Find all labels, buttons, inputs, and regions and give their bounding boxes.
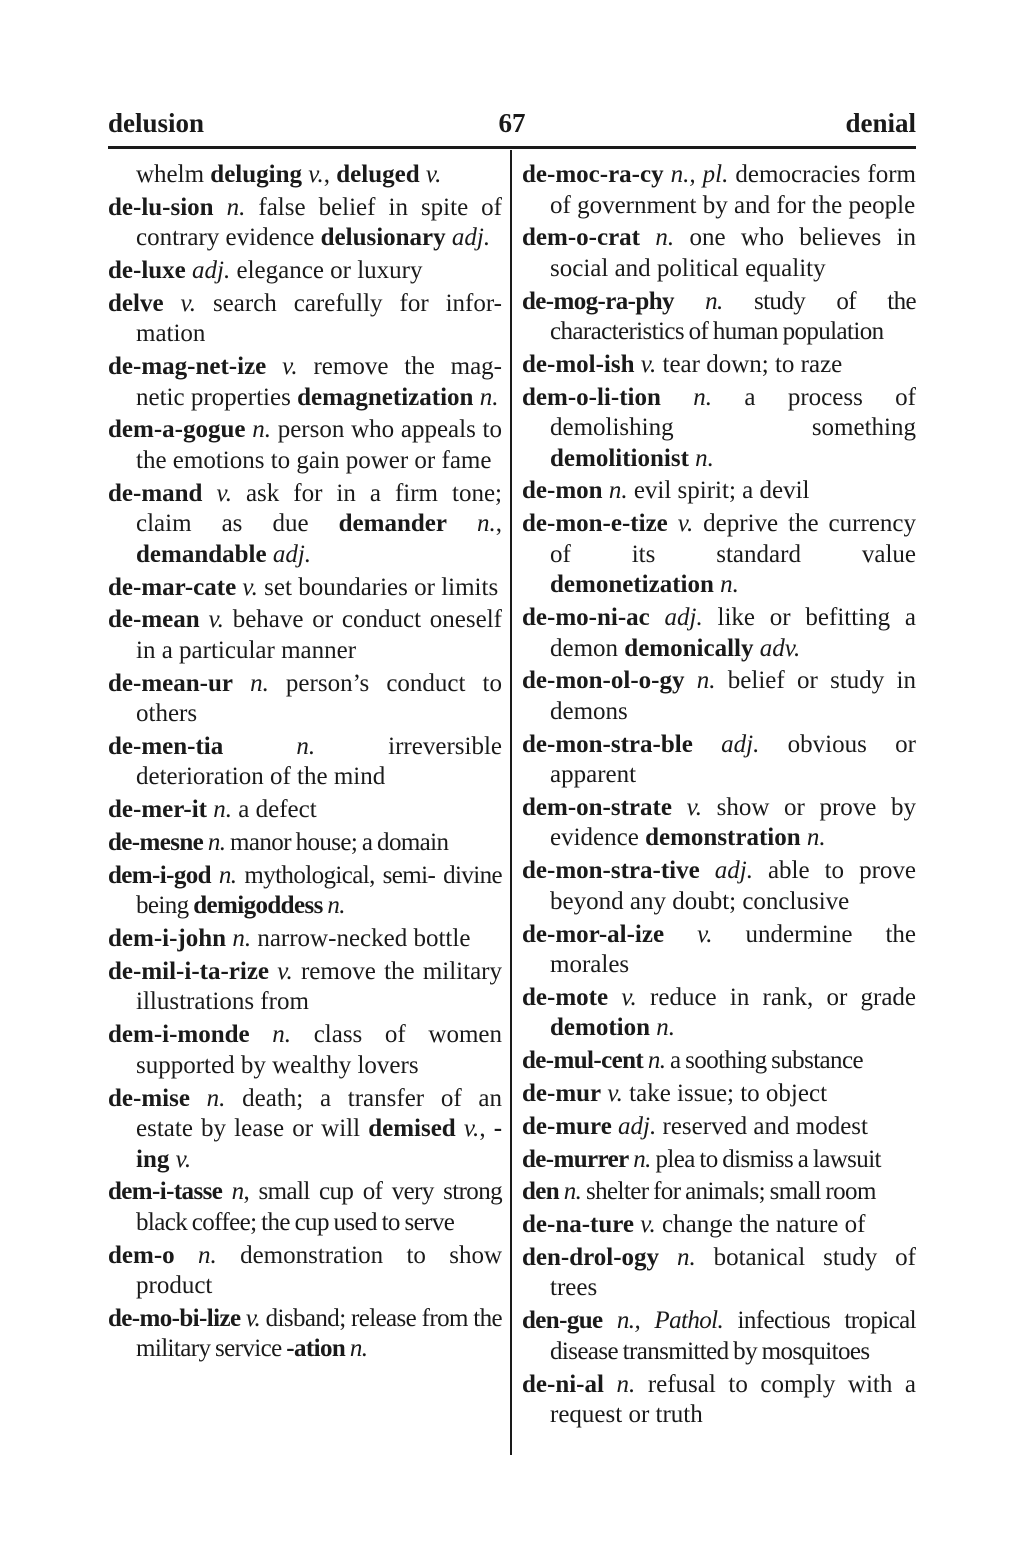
dictionary-entry [108, 605, 502, 666]
definition-text: , [323, 161, 337, 188]
dictionary-entry [522, 793, 916, 854]
headword: de-na-ture [522, 1211, 635, 1239]
part-of-speech: v. [245, 1304, 261, 1332]
dictionary-entry [108, 1304, 502, 1365]
definition-text: class of women supported by wealthy lovers [136, 1021, 502, 1079]
dictionary-entry [522, 476, 916, 507]
headword: de-mon-e-tize [522, 510, 668, 538]
derived-form: -ing [136, 1115, 503, 1173]
part-of-speech: n. [226, 193, 246, 221]
definition-text [250, 1021, 273, 1048]
part-of-speech: adj. [192, 257, 231, 285]
derived-form: demonetization [550, 571, 714, 599]
definition-text: death; a transfer of an estate by lease or will [136, 1084, 502, 1143]
part-of-speech: v. [208, 606, 224, 634]
headword: de-ni-al [522, 1370, 604, 1398]
headword: de-mure [522, 1112, 612, 1140]
part-of-speech: n. [198, 1241, 217, 1269]
running-header [108, 104, 916, 144]
derived-form: demolitionist [550, 444, 689, 472]
part-of-speech: v. [677, 510, 694, 538]
dictionary-entry [522, 160, 916, 221]
definition-text [603, 1307, 617, 1334]
headword: de-mon-ol-o-gy [522, 667, 685, 695]
headword: de-mon-stra-tive [522, 857, 700, 885]
part-of-speech: n., pl. [670, 161, 729, 188]
definition-text [684, 667, 696, 694]
part-of-speech: adj. [272, 540, 312, 568]
dictionary-entry [522, 1145, 916, 1176]
headword: de-lu-sion [108, 193, 214, 221]
part-of-speech: n. [207, 829, 226, 857]
headword: de-mo-bi-lize [108, 1304, 241, 1332]
definition-text: take issue; to object [622, 1079, 828, 1107]
derived-form: demonically [624, 634, 754, 662]
definition-text [674, 288, 705, 315]
part-of-speech: n. [327, 892, 345, 920]
definition-text: person’s conduct to others [136, 669, 502, 728]
part-of-speech: n. [705, 287, 723, 315]
dictionary-entry [522, 383, 916, 475]
part-of-speech: n. [252, 416, 271, 444]
dictionary-entry [108, 479, 502, 571]
part-of-speech: n., Pathol. [616, 1307, 724, 1335]
definition-text [456, 1115, 464, 1142]
part-of-speech: n. [232, 925, 252, 953]
derived-form: demagnetization [297, 383, 474, 411]
dictionary-entry [108, 352, 502, 413]
definition-text: like or befitting a demon [550, 604, 917, 662]
dictionary-entry [522, 1370, 916, 1431]
definition-text: , [495, 510, 503, 538]
definition-text: remove the military illustrations from [136, 957, 502, 1016]
part-of-speech: n. [676, 1243, 696, 1271]
part-of-speech: adj. [664, 604, 703, 632]
dictionary-entry [108, 795, 502, 826]
definition-text [266, 353, 282, 380]
derived-form: delusionary [320, 224, 446, 252]
definition-text: demonstration to show product [136, 1241, 503, 1300]
dictionary-entry [108, 732, 502, 793]
dictionary-entry [108, 415, 502, 476]
dictionary-entry [522, 1079, 916, 1110]
dictionary-entry [522, 350, 916, 381]
definition-text [672, 794, 687, 821]
part-of-speech: n. [647, 1047, 666, 1075]
definition-text: , small cup of very strong black coffee; the cup used to serve [136, 1178, 502, 1236]
part-of-speech: adj. [714, 857, 753, 885]
definition-text [214, 194, 227, 221]
part-of-speech: v. [282, 353, 298, 381]
definition-text: narrow-necked bottle [251, 925, 471, 953]
derived-form: demotion [550, 1014, 650, 1042]
part-of-speech: n. [616, 1370, 636, 1398]
derived-form: deluging [210, 161, 302, 188]
dictionary-entry [108, 193, 502, 254]
part-of-speech: n. [695, 444, 714, 472]
dictionary-entry [522, 287, 916, 348]
dictionary-entry [522, 223, 916, 284]
headword: de-moc-ra-cy [522, 161, 664, 188]
left-guide-word: delusion [108, 108, 205, 138]
definition-text [604, 1371, 617, 1398]
definition-text: tear down; to raze [656, 350, 843, 378]
headword: de-mog-ra-phy [522, 287, 674, 315]
dictionary-entry [108, 669, 502, 730]
definition-text: search carefully for infor- mation [136, 289, 503, 348]
derived-form: demonstration [645, 824, 801, 852]
derived-form: demandable [136, 540, 267, 568]
headword: de-mur [522, 1079, 602, 1107]
headword: de-mar-cate [108, 573, 237, 601]
part-of-speech: n. [206, 1084, 226, 1112]
definition-text: false belief in spite of contrary evidence [136, 193, 503, 252]
dictionary-entry [108, 1177, 502, 1238]
headword: dem-i-john [108, 925, 227, 953]
derived-form: demander [338, 510, 447, 538]
definition-text: show or prove by evidence [550, 793, 917, 852]
part-of-speech: v. [175, 1145, 192, 1173]
part-of-speech: v. [180, 289, 196, 317]
headword: de-mor-al-ize [522, 920, 665, 948]
part-of-speech: adv. [759, 634, 801, 662]
part-of-speech: v. [697, 920, 713, 948]
definition-text: deprive the currency of its standard value [550, 510, 916, 568]
definition-text: change the nature of [655, 1211, 866, 1239]
part-of-speech: n. [250, 669, 269, 697]
definition-text: irreversible deterioration of the mind [136, 732, 502, 791]
definition-text: botanical study of trees [550, 1243, 916, 1302]
definition-text: remove the mag- netic properties [136, 353, 503, 411]
definition-text [211, 862, 219, 889]
headword: de-men-tia [108, 732, 224, 760]
dictionary-entry [522, 730, 916, 791]
headword: dem-on-strate [522, 793, 672, 821]
definition-text: mythological, semi- divine being [136, 861, 502, 920]
definition-text: study of the characteristics of human population [550, 287, 916, 346]
dictionary-entry [522, 509, 916, 601]
part-of-speech: n. [656, 1014, 675, 1042]
dictionary-entry [522, 1306, 916, 1367]
definition-text [700, 857, 715, 884]
definition-text: , [479, 1115, 494, 1143]
definition-text: person who appeals to the emotions to gain power or fame [136, 416, 502, 474]
headword: den [522, 1178, 560, 1206]
dictionary-entry [522, 603, 916, 664]
headword: de-luxe [108, 257, 186, 285]
definition-text [650, 604, 665, 631]
definition-text [223, 733, 296, 760]
part-of-speech: v. [463, 1115, 480, 1143]
definition-text [164, 290, 181, 317]
headword: de-mand [108, 479, 203, 507]
dictionary-entry [522, 666, 916, 727]
right-column [522, 160, 916, 1433]
definition-text [233, 670, 250, 697]
definition-text [175, 1242, 198, 1269]
part-of-speech: n. [693, 383, 712, 411]
headword: de-mul-cent [522, 1047, 644, 1075]
part-of-speech: n. [213, 796, 233, 824]
headword: de-mag-net-ize [108, 353, 267, 381]
definition-text: whelm [136, 161, 211, 188]
dictionary-entry [522, 1210, 916, 1241]
definition-text: refusal to comply with a request or truth [550, 1370, 917, 1429]
part-of-speech: v. [425, 161, 442, 188]
part-of-speech: n. [696, 667, 716, 695]
headword: dem-o-crat [522, 224, 640, 252]
definition-text: plea to dismiss a lawsuit [650, 1145, 881, 1173]
part-of-speech: adj. [618, 1112, 657, 1140]
definition-text [668, 510, 678, 537]
dictionary-entry [108, 861, 502, 922]
headword: de-mol-ish [522, 350, 635, 378]
part-of-speech: v. [640, 350, 657, 378]
definition-text: reduce in rank, or grade [636, 983, 917, 1011]
headword: de-mise [108, 1084, 190, 1112]
part-of-speech: v. [277, 957, 293, 985]
dictionary-entry [522, 1243, 916, 1304]
headword: dem-i-monde [108, 1021, 250, 1049]
definition-text: able to prove beyond any doubt; conclusive [550, 857, 916, 915]
definition-text [693, 731, 721, 758]
definition-text: behave or conduct oneself in a particular manner [136, 606, 502, 664]
part-of-speech: n. [633, 1145, 651, 1173]
left-column [108, 160, 502, 1367]
dictionary-entry [522, 983, 916, 1044]
part-of-speech: n. [477, 510, 496, 538]
dictionary-entry [108, 160, 502, 191]
definition-text [202, 480, 216, 507]
part-of-speech: adj. [721, 730, 760, 758]
definition-text [661, 384, 693, 411]
headword: dem-o-li-tion [522, 383, 661, 411]
definition-text [447, 510, 477, 537]
derived-form: demigoddess [193, 892, 323, 920]
definition-text: disband; release from the military service [136, 1304, 503, 1363]
part-of-speech: v. [216, 479, 232, 507]
headword: de-mean-ur [108, 669, 233, 697]
part-of-speech: v. [308, 161, 324, 188]
headword: de-mote [522, 983, 609, 1011]
definition-text: undermine the morales [550, 920, 917, 979]
headword: dem-a-gogue [108, 416, 246, 444]
header-rule [108, 146, 916, 149]
dictionary-entry [108, 256, 502, 287]
dictionary-entry [108, 957, 502, 1018]
part-of-speech: n. [563, 1178, 582, 1206]
definition-text: a soothing substance [665, 1047, 863, 1075]
dictionary-entry [108, 924, 502, 955]
headword: dem-i-tasse [108, 1178, 223, 1206]
definition-text: one who believes in social and political equality [550, 224, 917, 282]
right-guide-word: denial [845, 108, 916, 138]
definition-text: reserved and modest [656, 1112, 868, 1140]
dictionary-entry [522, 1112, 916, 1143]
definition-text: infectious tropical disease transmitted by mosquitoes [550, 1307, 916, 1365]
definition-text [269, 958, 277, 985]
headword: de-murrer [522, 1145, 629, 1173]
column-divider [510, 150, 512, 1455]
headword: de-mon-stra-ble [522, 730, 693, 758]
headword: dem-i-god [108, 861, 211, 889]
definition-text: a process of demolishing something [550, 383, 916, 442]
headword: de-mean [108, 606, 200, 634]
dictionary-entry [522, 1046, 916, 1077]
definition-text: manor house; a domain [225, 829, 449, 857]
headword: den-drol-ogy [522, 1243, 660, 1271]
part-of-speech: n. [655, 224, 675, 252]
part-of-speech: n. [272, 1021, 292, 1049]
definition-text [608, 984, 621, 1011]
dictionary-entry [108, 573, 502, 604]
headword: de-mer-it [108, 796, 208, 824]
part-of-speech: v. [686, 793, 703, 821]
headword: de-mil-i-ta-rize [108, 957, 270, 985]
definition-text [640, 224, 655, 251]
definition-text [664, 161, 671, 188]
definition-text: ask for in a firm tone; claim as due [136, 479, 502, 538]
definition-text: elegance or luxury [230, 257, 423, 285]
dictionary-entry [522, 920, 916, 981]
part-of-speech: n. [218, 861, 237, 889]
part-of-speech: n [231, 1178, 244, 1206]
derived-form: -ation [286, 1335, 346, 1363]
definition-text: shelter for animals; small room [581, 1178, 876, 1206]
headword: de-mon [522, 477, 603, 505]
dictionary-entry [108, 1241, 502, 1302]
definition-text [222, 1178, 231, 1205]
dictionary-entry [108, 289, 502, 350]
definition-text: obvious or apparent [550, 730, 916, 789]
dictionary-entry [108, 1084, 502, 1176]
derived-form: demised [368, 1115, 456, 1143]
headword: de-mo-ni-ac [522, 604, 650, 632]
part-of-speech: n. [608, 477, 628, 505]
page-number: 67 [498, 108, 526, 138]
part-of-speech: n. [296, 732, 316, 760]
derived-form: deluged [336, 161, 420, 188]
dictionary-entry [108, 828, 502, 859]
part-of-speech: n. [349, 1335, 368, 1363]
headword: de-mesne [108, 829, 204, 857]
part-of-speech: n. [720, 571, 739, 599]
part-of-speech: n. [479, 383, 499, 411]
definition-text [190, 1085, 207, 1112]
part-of-speech: adj. [451, 224, 491, 252]
part-of-speech: v. [242, 573, 258, 601]
definition-text: belief or study in demons [550, 667, 916, 725]
headword: den-gue [522, 1307, 603, 1335]
headword: dem-o [108, 1241, 175, 1269]
dictionary-entry [522, 856, 916, 917]
definition-text: a defect [232, 796, 317, 824]
part-of-speech: v. [640, 1211, 656, 1239]
definition-text [659, 1244, 677, 1271]
headword: delve [108, 289, 164, 317]
part-of-speech: v. [607, 1079, 623, 1107]
definition-text: evil spirit; a devil [627, 477, 810, 505]
definition-text [664, 921, 697, 948]
definition-text: set boundaries or limits [257, 573, 499, 601]
part-of-speech: v. [621, 983, 637, 1011]
dictionary-entry [522, 1177, 916, 1208]
definition-text: democracies form of government by and for the people [550, 161, 916, 219]
dictionary-entry [108, 1020, 502, 1081]
part-of-speech: n. [806, 824, 826, 852]
